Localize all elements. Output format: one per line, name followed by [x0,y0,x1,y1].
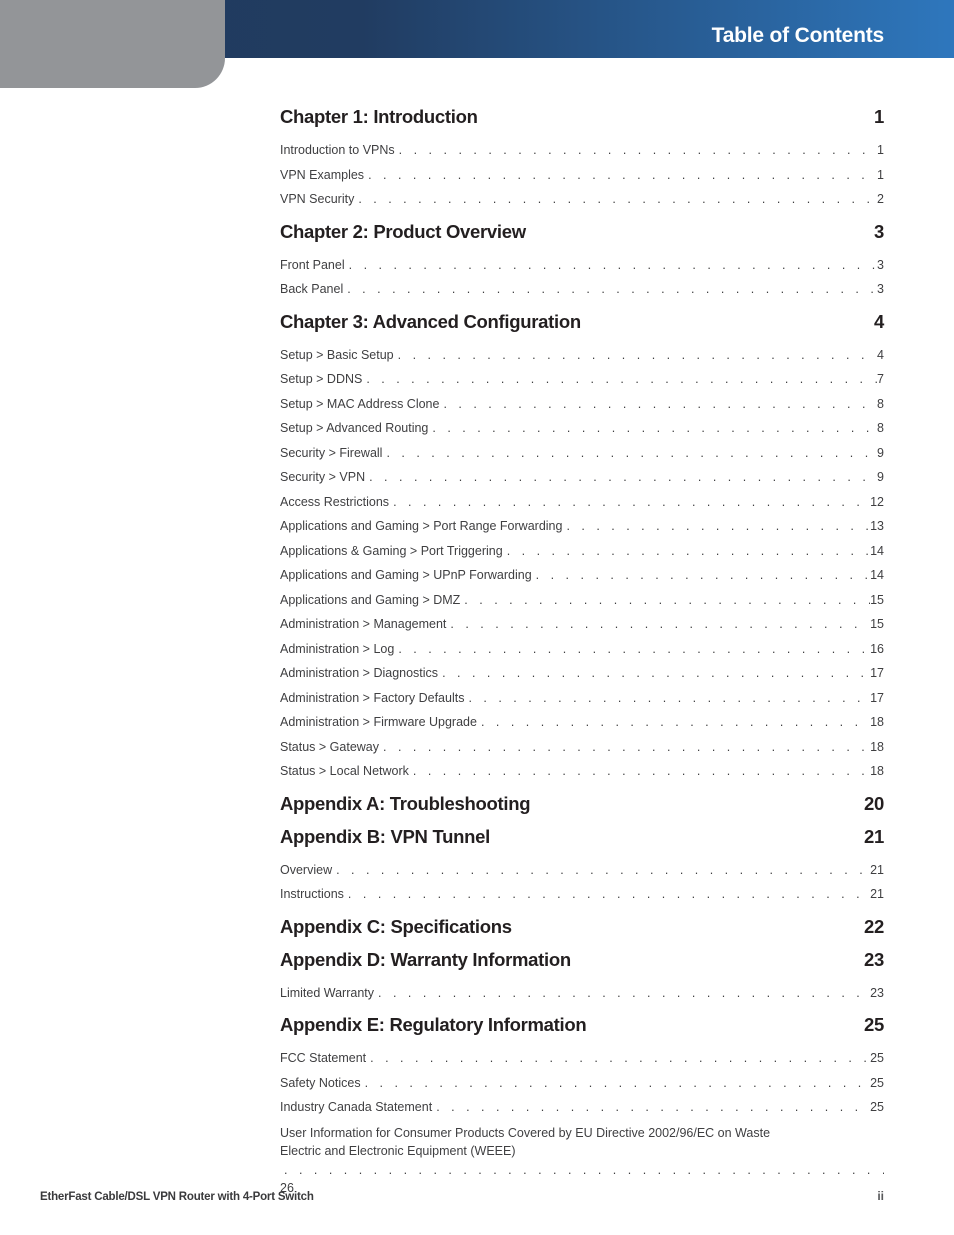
toc-entry [280,612,884,637]
section-title: Chapter 2: Product Overview [280,220,526,242]
entry-page-number: 4 [877,347,884,362]
entry-label: Status > Gateway [280,739,380,754]
entry-page-number: 3 [877,257,884,272]
page-footer [40,1189,884,1203]
entry-page-number: 26 [280,1181,294,1195]
toc-section [280,792,884,816]
entry-label: Applications & Gaming > Port Triggering [280,543,503,558]
toc-entry [280,465,884,490]
entry-page-number: 14 [870,543,884,558]
toc-entry [280,858,884,883]
dot-leader [354,187,877,212]
entry-label: Instructions [280,887,344,901]
dot-leader [532,563,870,588]
section-page-number: 3 [874,220,884,242]
dot-leader [432,1095,870,1120]
entry-label: Setup > Advanced Routing [280,421,429,435]
dot-leader [343,277,877,302]
dot-leader [503,539,870,564]
section-page-number: 1 [874,106,884,127]
toc-entry [280,187,884,212]
entry-label: Administration > Factory Defaults [280,690,465,705]
toc-section [280,105,884,212]
entry-page-number: 21 [870,862,884,877]
section-title: Appendix A: Troubleshooting [280,792,531,814]
entry-page-number: 23 [870,985,884,1000]
entry-label: User Information for Consumer Products Covered by EU Directive 2002/96/EC on Waste [280,1125,771,1140]
section-title: Appendix B: VPN Tunnel [280,825,490,847]
dot-leader [389,490,870,515]
dot-leader [364,163,877,188]
entry-page-number: 18 [870,764,884,778]
entry-page-number: 25 [870,1075,884,1090]
entry-page-number: 25 [870,1100,884,1114]
toc-entry [280,253,884,278]
toc-entry [280,392,884,417]
section-entries [280,253,884,302]
toc-entry [280,710,884,735]
toc-entry [280,1046,884,1071]
entry-label: VPN Security [280,192,355,206]
entry-page-number: 3 [877,282,884,296]
dot-leader [366,1046,870,1071]
dot-leader [365,465,877,490]
entry-label: Safety Notices [280,1075,361,1090]
dot-leader [382,441,877,466]
dot-leader [446,612,870,637]
entry-page-number: 17 [870,666,884,680]
toc-section [280,915,884,939]
toc-entry [280,661,884,686]
entry-page-number: 8 [877,421,884,435]
toc-entry [280,138,884,163]
section-heading [280,825,884,849]
corner-tab [0,0,225,88]
entry-page-number: 8 [877,396,884,411]
dot-leader [361,1071,871,1096]
section-heading [280,792,884,816]
toc-entry [280,637,884,662]
entry-label: Administration > Management [280,617,447,631]
dot-leader [344,882,870,907]
toc-section [280,948,884,1006]
footer-document-title: EtherFast Cable/DSL VPN Router with 4-Port Switch [40,1191,314,1203]
entry-label: Applications and Gaming > DMZ [280,592,461,607]
dot-leader [332,858,870,883]
dot-leader [464,686,870,711]
section-heading [280,915,884,939]
section-title: Appendix D: Warranty Information [280,948,571,970]
entry-label: Security > VPN [280,470,366,484]
toc-entry [280,686,884,711]
dot-leader [562,514,870,539]
footer-page-number: ii [877,1189,884,1203]
dot-leader [280,1161,884,1180]
entry-label: Industry Canada Statement [280,1100,433,1114]
toc-entry [280,441,884,466]
entry-label: Front Panel [280,257,345,272]
entry-label: Setup > Basic Setup [280,347,394,362]
section-heading [280,105,884,129]
entry-page-number: 25 [870,1051,884,1065]
entry-page-number: 18 [870,739,884,754]
section-entries [280,343,884,784]
section-heading [280,1013,884,1037]
dot-leader [379,735,870,760]
toc-entry [280,588,884,613]
toc-entry [280,514,884,539]
toc-entry [280,735,884,760]
entry-label: Administration > Firmware Upgrade [280,715,477,729]
entry-page-number: 16 [870,641,884,656]
section-page-number: 21 [864,825,884,847]
page-title: Table of Contents [711,24,884,47]
entry-page-number: 15 [870,617,884,631]
toc-entry [280,981,884,1006]
entry-page-number: 7 [877,372,884,386]
section-page-number: 25 [864,1014,884,1035]
dot-leader [394,343,877,368]
toc-section [280,310,884,784]
entry-label: Back Panel [280,282,344,296]
entry-page-number: 9 [877,470,884,484]
entry-page-number: 2 [877,192,884,206]
entry-label: Administration > Diagnostics [280,666,439,680]
entry-label: Applications and Gaming > Port Range Forwarding [280,519,563,533]
dot-leader [477,710,870,735]
entry-page-number: 17 [870,690,884,705]
toc-entry [280,163,884,188]
entry-page-number: 12 [870,494,884,509]
toc-entry [280,1071,884,1096]
toc-entry [280,416,884,441]
dot-leader [362,367,877,392]
dot-leader [345,253,877,278]
toc-entry [280,539,884,564]
section-heading [280,948,884,972]
entry-page-number: 18 [870,715,884,729]
section-entries [280,138,884,212]
toc-section [280,220,884,302]
entry-label: Overview [280,862,333,877]
toc-entry [280,343,884,368]
section-title: Chapter 3: Advanced Configuration [280,310,581,332]
section-entries [280,858,884,907]
dot-leader [394,637,870,662]
dot-leader [409,759,870,784]
entry-label: Status > Local Network [280,764,409,778]
toc-entry [280,759,884,784]
toc-entry [280,277,884,302]
toc-entry [280,367,884,392]
section-title: Chapter 1: Introduction [280,106,478,127]
dot-leader [460,588,870,613]
entry-page-number: 21 [870,887,884,901]
entry-label: Setup > MAC Address Clone [280,396,440,411]
entry-label-line2: Electric and Electronic Equipment (WEEE) [280,1144,516,1158]
entry-page-number: 15 [870,592,884,607]
section-heading [280,220,884,244]
toc-section [280,825,884,907]
section-entries [280,981,884,1006]
section-page-number: 20 [864,792,884,814]
section-page-number: 4 [874,310,884,332]
dot-leader [428,416,877,441]
toc-entry [280,490,884,515]
entry-page-number: 1 [877,143,884,157]
toc-entry [280,1124,884,1198]
entry-page-number: 14 [870,568,884,582]
section-page-number: 23 [864,948,884,970]
entry-label: Setup > DDNS [280,372,363,386]
toc-entry [280,882,884,907]
toc-entry [280,563,884,588]
entry-label: VPN Examples [280,167,365,182]
section-entries [280,1046,884,1198]
section-title: Appendix E: Regulatory Information [280,1014,587,1035]
dot-leader [395,138,877,163]
entry-page-number: 9 [877,445,884,460]
dot-leader [439,392,877,417]
dot-leader [374,981,870,1006]
entry-page-number: 1 [877,167,884,182]
dot-leader [438,661,870,686]
entry-label: Security > Firewall [280,445,383,460]
entry-page-number: 13 [870,519,884,533]
section-title: Appendix C: Specifications [280,915,512,937]
toc-section [280,1013,884,1198]
entry-label: Administration > Log [280,641,395,656]
entry-label: Applications and Gaming > UPnP Forwarding [280,568,532,582]
toc [280,105,884,1198]
entry-label: FCC Statement [280,1051,367,1065]
entry-label: Introduction to VPNs [280,143,395,157]
section-heading [280,310,884,334]
toc-entry [280,1095,884,1120]
entry-label: Access Restrictions [280,494,390,509]
section-page-number: 22 [864,915,884,937]
entry-label: Limited Warranty [280,985,375,1000]
